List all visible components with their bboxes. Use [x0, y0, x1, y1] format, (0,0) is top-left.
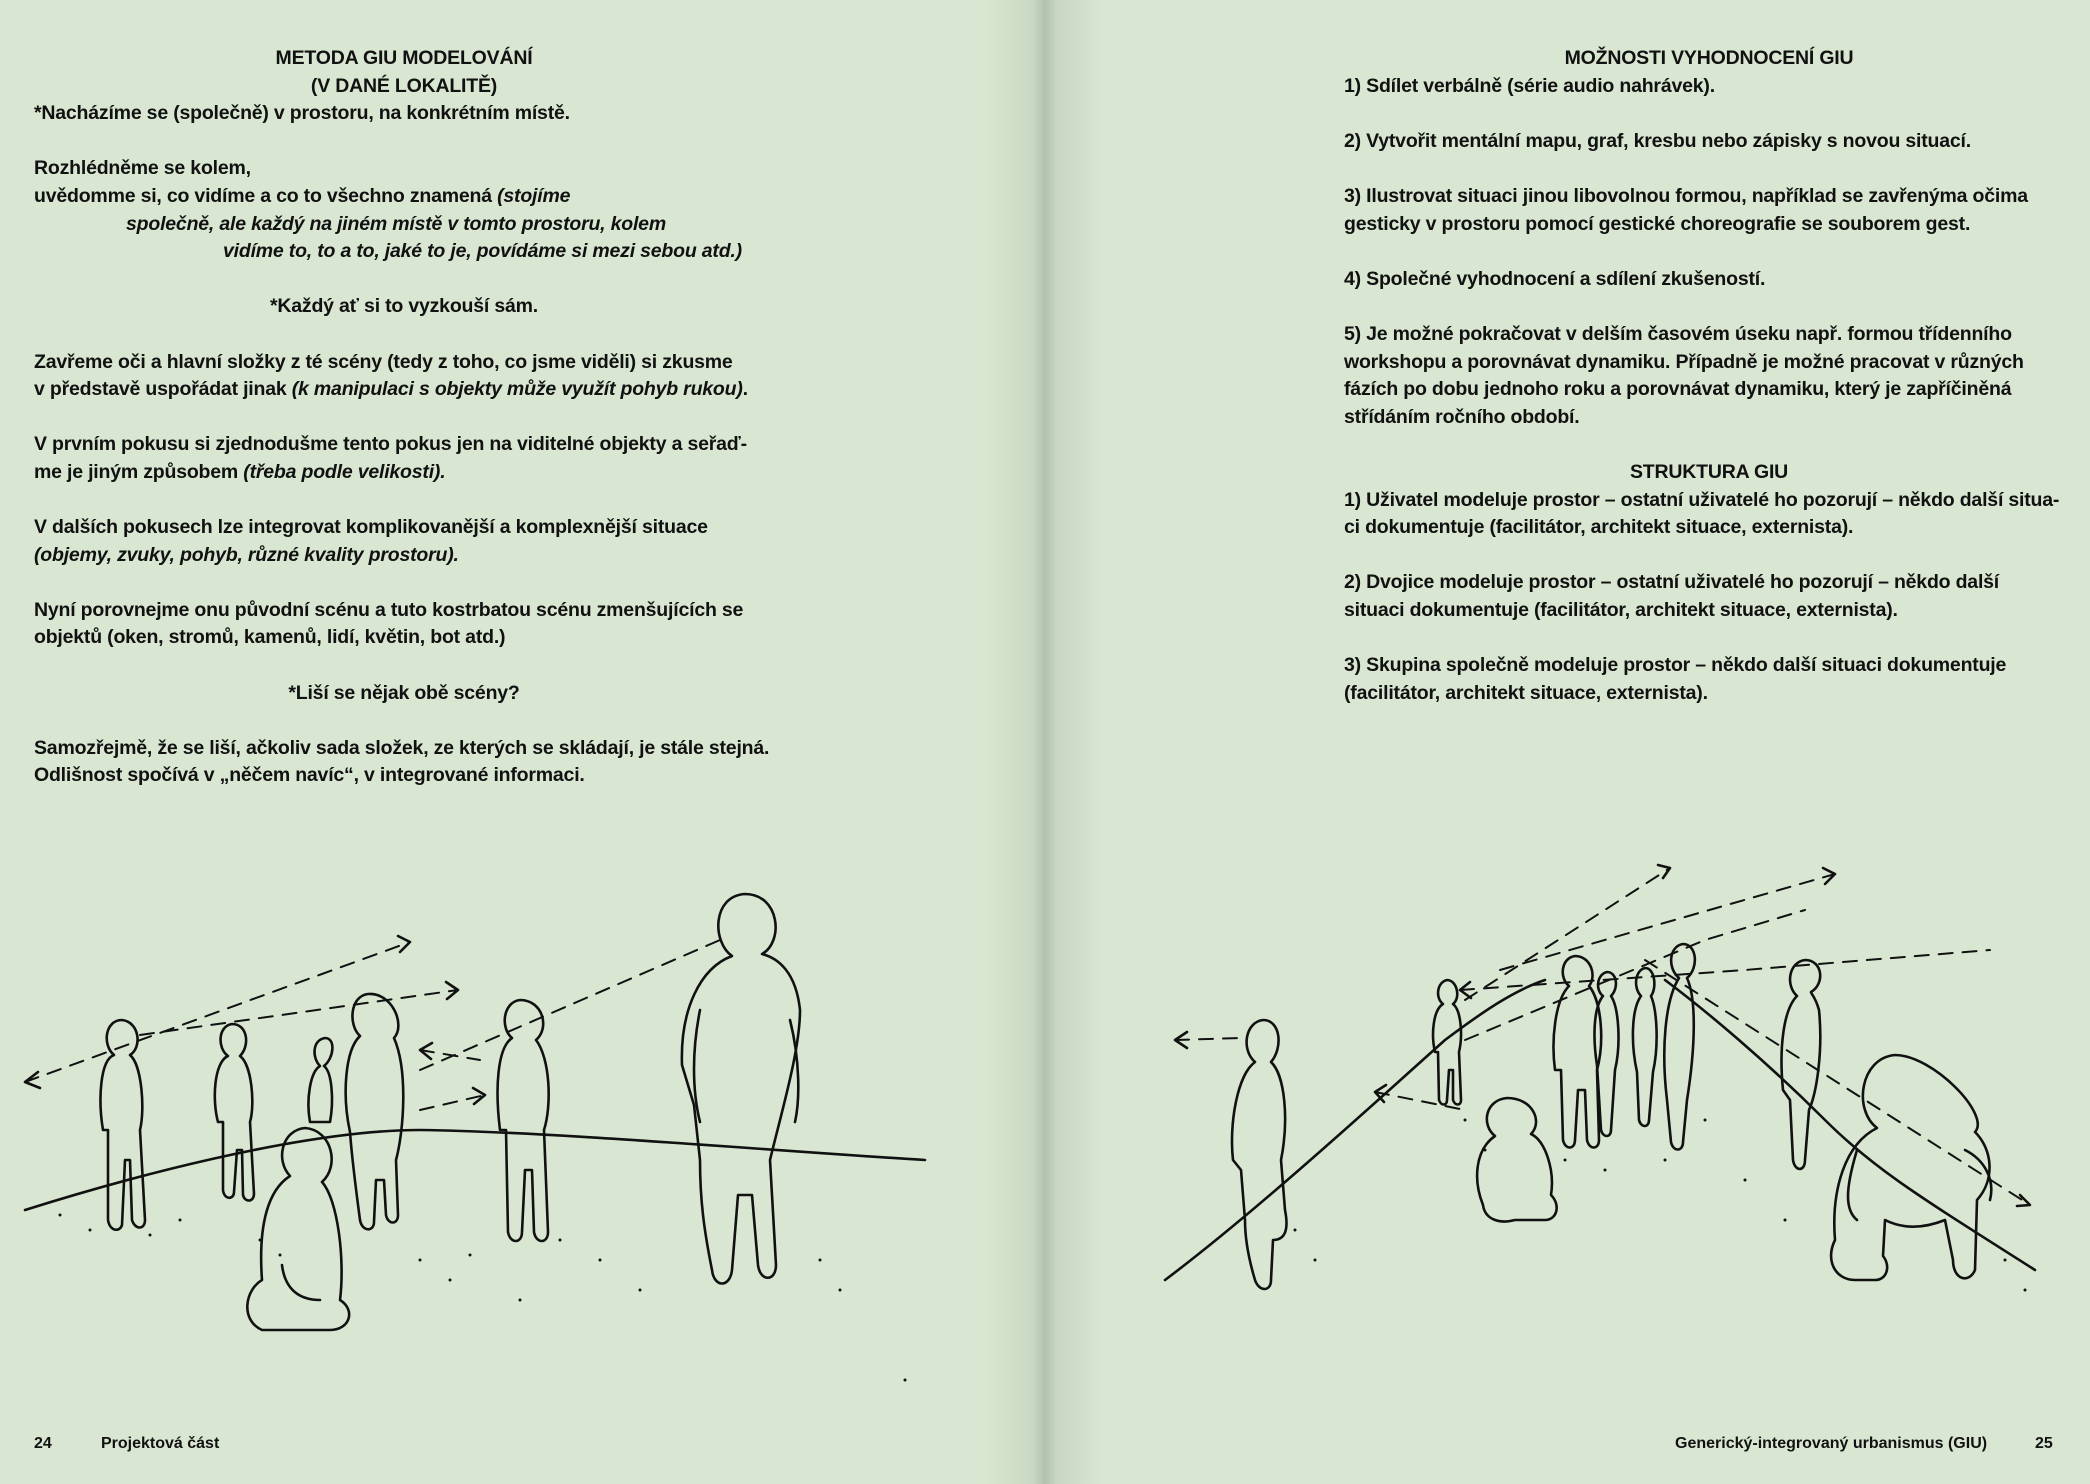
structure-item-3-line2: (facilitátor, architekt situace, externista).: [1344, 681, 1708, 704]
right-page-number: 25: [2035, 1435, 2053, 1452]
paragraph-9-line2: Odlišnost spočívá v „něčem navíc“, v integrované informaci.: [34, 764, 585, 787]
paragraph-7-line2: objektů (oken, stromů, kamenů, lidí, květin, bot atd.): [34, 626, 506, 649]
left-illustration-figures: [0, 860, 1045, 1400]
paragraph-1: *Nacházíme se (společně) v prostoru, na konkrétním místě.: [34, 102, 570, 125]
right-heading-2: STRUKTURA GIU: [1629, 460, 1789, 483]
list-item-2: 2) Vytvořit mentální mapu, graf, kresbu nebo zápisky s novou situací.: [1344, 129, 1971, 152]
left-page-text: [34, 45, 774, 790]
paragraph-9-line1: Samozřejmě, že se liší, ačkoliv sada složek, ze kterých se skládají, je stále stejná.: [34, 736, 770, 759]
paragraph-2-line3: společně, ale každý na jiném místě v tomto prostoru, kolem: [126, 212, 666, 235]
paragraph-2-line2: uvědomme si, co vidíme a co to všechno znamená (stojíme: [34, 184, 571, 207]
list-item-4: 4) Společné vyhodnocení a sdílení zkušeností.: [1344, 267, 1766, 290]
paragraph-2-line1: Rozhlédněme se kolem,: [34, 157, 251, 180]
right-section-title: Generický-integrovaný urbanismus (GIU): [1675, 1435, 1988, 1452]
list-item-5-line4: střídáním ročního období.: [1344, 405, 1580, 428]
paragraph-8: *Liší se nějak obě scény?: [288, 681, 520, 704]
left-section-title: Projektová část: [101, 1435, 220, 1452]
right-illustration-figures: [1045, 860, 2090, 1300]
structure-item-1-line1: 1) Uživatel modeluje prostor – ostatní uživatelé ho pozorují – někdo další situa-: [1344, 488, 2060, 511]
paragraph-6-line2: (objemy, zvuky, pohyb, různé kvality prostoru).: [34, 543, 459, 566]
left-page-number: 24: [34, 1435, 52, 1452]
list-item-3-line1: 3) Ilustrovat situaci jinou libovolnou formou, například se zavřenýma očima: [1344, 184, 2028, 207]
list-item-3-line2: gesticky v prostoru pomocí gestické choreografie se souborem gest.: [1344, 212, 1971, 235]
list-item-5-line2: workshopu a porovnávat dynamiku. Případně je možné pracovat v různých: [1344, 350, 2024, 373]
paragraph-5-line1: V prvním pokusu si zjednodušme tento pokus jen na viditelné objekty a seřaď-: [34, 433, 747, 456]
list-item-5-line1: 5) Je možné pokračovat v delším časovém úseku např. formou třídenního: [1344, 322, 2012, 345]
structure-item-2-line2: situaci dokumentuje (facilitátor, architekt situace, externista).: [1344, 598, 1898, 621]
left-heading-line2: (V DANÉ LOKALITĚ): [310, 74, 498, 97]
right-page-text: [1344, 45, 2074, 707]
paragraph-4-line2: v představě uspořádat jinak (k manipulaci s objekty může využít pohyb rukou).: [34, 378, 748, 401]
book-gutter-shadow: [985, 0, 1105, 1484]
paragraph-7-line1: Nyní porovnejme onu původní scénu a tuto kostrbatou scénu zmenšujících se: [34, 598, 744, 621]
list-item-5-line3: fázích po dobu jednoho roku a porovnávat dynamiku, který je zapříčiněná: [1344, 378, 2012, 401]
paragraph-5-line2: me je jiným způsobem (třeba podle velikosti).: [34, 460, 446, 483]
structure-item-2-line1: 2) Dvojice modeluje prostor – ostatní uživatelé ho pozorují – někdo další: [1344, 571, 2000, 594]
list-item-1: 1) Sdílet verbálně (série audio nahrávek).: [1344, 74, 1715, 97]
right-page: [1045, 0, 2090, 1484]
left-heading-line1: METODA GIU MODELOVÁNÍ: [275, 47, 533, 69]
paragraph-4-line1: Zavřeme oči a hlavní složky z té scény (tedy z toho, co jsme viděli) si zkusme: [34, 350, 733, 373]
paragraph-2-line4: vidíme to, to a to, jaké to je, povídáme si mezi sebou atd.): [223, 240, 742, 263]
right-heading-1: MOŽNOSTI VYHODNOCENÍ GIU: [1564, 47, 1854, 69]
paragraph-6-line1: V dalších pokusech lze integrovat komplikovanější a komplexnější situace: [34, 516, 708, 539]
structure-item-1-line2: ci dokumentuje (facilitátor, architekt situace, externista).: [1344, 516, 1854, 539]
paragraph-3: *Každý ať si to vyzkouší sám.: [270, 295, 538, 318]
structure-item-3-line1: 3) Skupina společně modeluje prostor – někdo další situaci dokumentuje: [1344, 654, 2007, 677]
